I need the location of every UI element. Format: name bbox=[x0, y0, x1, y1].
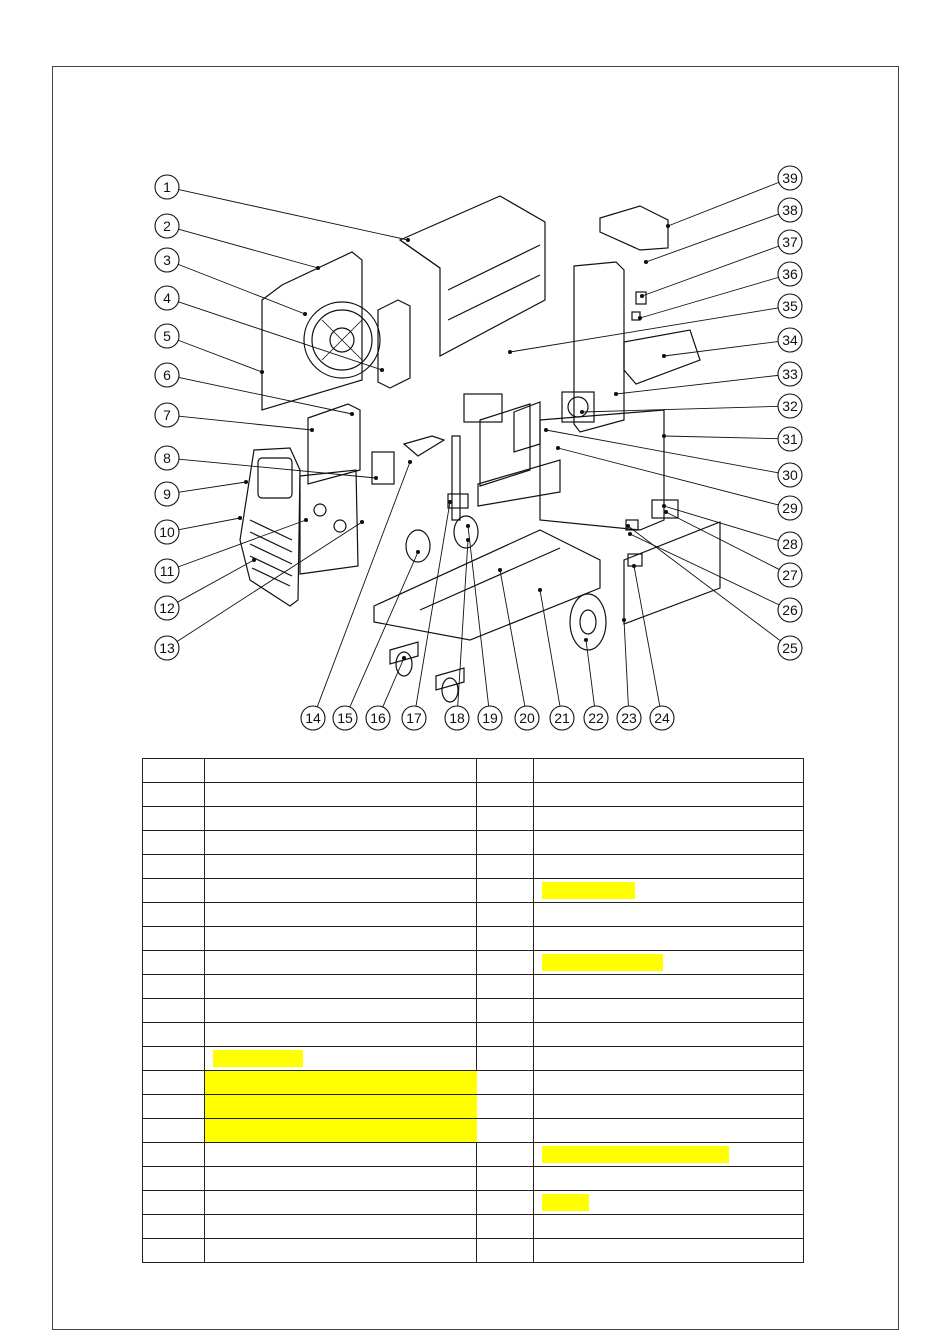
callout-20 bbox=[515, 706, 539, 730]
table-cell bbox=[205, 1167, 477, 1191]
table-cell bbox=[143, 927, 205, 951]
callout-number-9: 9 bbox=[163, 486, 171, 502]
highlight-mark bbox=[205, 1071, 477, 1094]
leader-tip-12 bbox=[252, 558, 255, 561]
table-cell bbox=[205, 975, 477, 999]
leader-tip-6 bbox=[350, 412, 353, 415]
callout-number-7: 7 bbox=[163, 407, 171, 423]
table-cell bbox=[534, 831, 804, 855]
leader-tip-11 bbox=[304, 518, 307, 521]
table-cell bbox=[477, 1215, 534, 1239]
table-cell bbox=[534, 903, 804, 927]
leader-line-29 bbox=[558, 448, 778, 505]
callout-number-22: 22 bbox=[588, 710, 604, 726]
table-cell bbox=[205, 759, 477, 783]
table-cell bbox=[143, 1071, 205, 1095]
leader-line-25 bbox=[628, 526, 780, 641]
table-cell bbox=[534, 1215, 804, 1239]
callout-13 bbox=[155, 636, 179, 660]
table-cell bbox=[143, 1191, 205, 1215]
callout-number-6: 6 bbox=[163, 367, 171, 383]
table-cell bbox=[477, 759, 534, 783]
highlight-mark bbox=[213, 1050, 303, 1067]
table-cell bbox=[205, 1215, 477, 1239]
leader-line-39 bbox=[668, 182, 779, 226]
callout-number-32: 32 bbox=[782, 398, 798, 414]
leader-line-9 bbox=[179, 482, 246, 492]
table-cell bbox=[205, 999, 477, 1023]
table-row bbox=[143, 1215, 804, 1239]
leader-tip-7 bbox=[310, 428, 313, 431]
callout-number-35: 35 bbox=[782, 298, 798, 314]
table-cell bbox=[143, 855, 205, 879]
leader-tip-24 bbox=[632, 564, 635, 567]
callout-7 bbox=[155, 403, 179, 427]
table-cell bbox=[534, 1191, 804, 1215]
callout-number-18: 18 bbox=[449, 710, 465, 726]
leader-line-24 bbox=[634, 566, 660, 706]
leader-tip-26 bbox=[628, 532, 631, 535]
highlight-mark bbox=[542, 882, 635, 899]
table-cell bbox=[534, 759, 804, 783]
leader-tip-33 bbox=[614, 392, 617, 395]
table-cell bbox=[477, 831, 534, 855]
leader-line-14 bbox=[317, 462, 410, 707]
table-cell bbox=[205, 903, 477, 927]
callout-number-13: 13 bbox=[159, 640, 175, 656]
table-cell bbox=[477, 927, 534, 951]
table-row bbox=[143, 1119, 804, 1143]
callout-29 bbox=[778, 496, 802, 520]
table-cell bbox=[477, 1143, 534, 1167]
table-cell bbox=[477, 951, 534, 975]
table-cell bbox=[477, 1119, 534, 1143]
leader-tip-1 bbox=[406, 238, 409, 241]
table-cell bbox=[534, 975, 804, 999]
callout-number-4: 4 bbox=[163, 290, 171, 306]
leader-line-1 bbox=[179, 190, 408, 240]
highlight-mark bbox=[205, 1095, 477, 1118]
leader-line-13 bbox=[177, 522, 362, 641]
leader-line-8 bbox=[179, 459, 376, 478]
callout-8 bbox=[155, 446, 179, 470]
table-cell bbox=[143, 1215, 205, 1239]
table-cell bbox=[534, 807, 804, 831]
callout-38 bbox=[778, 198, 802, 222]
table-row bbox=[143, 1047, 804, 1071]
callout-number-3: 3 bbox=[163, 252, 171, 268]
table-cell bbox=[143, 1143, 205, 1167]
callout-number-29: 29 bbox=[782, 500, 798, 516]
callout-number-16: 16 bbox=[370, 710, 386, 726]
callout-28 bbox=[778, 532, 802, 556]
leader-tip-20 bbox=[498, 568, 501, 571]
leader-line-34 bbox=[664, 342, 778, 356]
callout-25 bbox=[778, 636, 802, 660]
leader-tip-9 bbox=[244, 480, 247, 483]
callout-23 bbox=[617, 706, 641, 730]
table-cell bbox=[205, 951, 477, 975]
table-cell bbox=[205, 807, 477, 831]
leader-tip-14 bbox=[408, 460, 411, 463]
leader-tip-30 bbox=[544, 428, 547, 431]
callout-3 bbox=[155, 248, 179, 272]
leader-line-33 bbox=[616, 375, 778, 394]
callout-10 bbox=[155, 520, 179, 544]
leader-tip-3 bbox=[303, 312, 306, 315]
leader-line-5 bbox=[178, 340, 262, 372]
callout-18 bbox=[445, 706, 469, 730]
leader-line-32 bbox=[582, 406, 778, 412]
leader-line-15 bbox=[350, 552, 418, 707]
leader-line-3 bbox=[178, 264, 305, 314]
callout-number-24: 24 bbox=[654, 710, 670, 726]
leader-tip-21 bbox=[538, 588, 541, 591]
callout-12 bbox=[155, 596, 179, 620]
leader-tip-10 bbox=[238, 516, 241, 519]
callout-35 bbox=[778, 294, 802, 318]
callout-32 bbox=[778, 394, 802, 418]
callout-number-5: 5 bbox=[163, 328, 171, 344]
table-cell bbox=[205, 855, 477, 879]
leader-tip-29 bbox=[556, 446, 559, 449]
table-cell bbox=[143, 903, 205, 927]
callout-11 bbox=[155, 559, 179, 583]
callout-4 bbox=[155, 286, 179, 310]
table-cell bbox=[143, 831, 205, 855]
callout-39 bbox=[778, 166, 802, 190]
table-cell bbox=[534, 1239, 804, 1263]
callout-bubbles bbox=[155, 166, 802, 730]
leader-tip-28 bbox=[662, 504, 665, 507]
callout-number-2: 2 bbox=[163, 218, 171, 234]
leader-line-28 bbox=[664, 506, 779, 541]
highlight-mark bbox=[205, 1119, 477, 1142]
table-cell bbox=[143, 1047, 205, 1071]
callout-number-10: 10 bbox=[159, 524, 175, 540]
callout-14 bbox=[301, 706, 325, 730]
table-cell bbox=[143, 879, 205, 903]
table-row bbox=[143, 855, 804, 879]
table-cell bbox=[143, 1023, 205, 1047]
table-cell bbox=[534, 1143, 804, 1167]
leader-tip-32 bbox=[580, 410, 583, 413]
callout-number-30: 30 bbox=[782, 467, 798, 483]
table-cell bbox=[205, 831, 477, 855]
table-cell bbox=[477, 975, 534, 999]
table-cell bbox=[205, 1191, 477, 1215]
table-cell bbox=[534, 999, 804, 1023]
callout-number-1: 1 bbox=[163, 179, 171, 195]
leader-tip-38 bbox=[644, 260, 647, 263]
leader-tip-34 bbox=[662, 354, 665, 357]
callout-9 bbox=[155, 482, 179, 506]
callout-number-38: 38 bbox=[782, 202, 798, 218]
table-cell bbox=[143, 1239, 205, 1263]
callout-24 bbox=[650, 706, 674, 730]
table-row bbox=[143, 783, 804, 807]
leader-tip-5 bbox=[260, 370, 263, 373]
leader-line-20 bbox=[500, 570, 525, 706]
leader-tip-25 bbox=[626, 524, 629, 527]
table-cell bbox=[477, 1095, 534, 1119]
leader-line-17 bbox=[416, 502, 450, 706]
highlight-mark bbox=[542, 1146, 729, 1163]
callout-number-27: 27 bbox=[782, 567, 798, 583]
table-cell bbox=[534, 879, 804, 903]
callout-number-36: 36 bbox=[782, 266, 798, 282]
table-cell bbox=[477, 1071, 534, 1095]
callout-2 bbox=[155, 214, 179, 238]
table-cell bbox=[143, 999, 205, 1023]
table-row bbox=[143, 1191, 804, 1215]
table-cell bbox=[534, 1167, 804, 1191]
leader-tip-36 bbox=[638, 316, 641, 319]
table-row bbox=[143, 903, 804, 927]
table-cell bbox=[534, 783, 804, 807]
highlight-mark bbox=[542, 1194, 589, 1211]
callout-30 bbox=[778, 463, 802, 487]
leader-line-36 bbox=[640, 277, 778, 318]
callout-number-26: 26 bbox=[782, 602, 798, 618]
leader-line-12 bbox=[178, 560, 254, 602]
table-cell bbox=[143, 1167, 205, 1191]
table-cell bbox=[205, 1119, 477, 1143]
callout-number-31: 31 bbox=[782, 431, 798, 447]
callout-number-15: 15 bbox=[337, 710, 353, 726]
callout-number-39: 39 bbox=[782, 170, 798, 186]
leader-line-35 bbox=[510, 308, 778, 352]
table-cell bbox=[205, 1095, 477, 1119]
leader-tip-31 bbox=[662, 434, 665, 437]
leader-line-10 bbox=[179, 518, 240, 530]
leader-tip-17 bbox=[448, 500, 451, 503]
table-cell bbox=[534, 927, 804, 951]
callout-number-23: 23 bbox=[621, 710, 637, 726]
table-cell bbox=[205, 927, 477, 951]
leader-tip-22 bbox=[584, 638, 587, 641]
leader-line-23 bbox=[624, 620, 628, 706]
leader-tip-8 bbox=[374, 476, 377, 479]
callout-number-14: 14 bbox=[305, 710, 321, 726]
callout-26 bbox=[778, 598, 802, 622]
leader-tip-16 bbox=[402, 656, 405, 659]
leader-line-16 bbox=[383, 658, 404, 707]
leader-line-19 bbox=[468, 526, 489, 706]
callout-1 bbox=[155, 175, 179, 199]
callout-number-37: 37 bbox=[782, 234, 798, 250]
table-row bbox=[143, 951, 804, 975]
table-row bbox=[143, 975, 804, 999]
table-cell bbox=[143, 759, 205, 783]
callout-16 bbox=[366, 706, 390, 730]
callout-number-17: 17 bbox=[406, 710, 422, 726]
callout-number-11: 11 bbox=[159, 563, 175, 579]
table-cell bbox=[205, 1047, 477, 1071]
table-cell bbox=[477, 903, 534, 927]
callout-37 bbox=[778, 230, 802, 254]
table-cell bbox=[143, 807, 205, 831]
table-cell bbox=[534, 951, 804, 975]
callout-31 bbox=[778, 427, 802, 451]
table-cell bbox=[477, 1191, 534, 1215]
leader-tip-39 bbox=[666, 224, 669, 227]
table-cell bbox=[143, 783, 205, 807]
callout-number-34: 34 bbox=[782, 332, 798, 348]
table-cell bbox=[205, 1023, 477, 1047]
leader-tip-15 bbox=[416, 550, 419, 553]
table-row bbox=[143, 759, 804, 783]
callout-number-25: 25 bbox=[782, 640, 798, 656]
table-cell bbox=[534, 1047, 804, 1071]
callout-21 bbox=[550, 706, 574, 730]
callout-15 bbox=[333, 706, 357, 730]
table-cell bbox=[534, 1023, 804, 1047]
leader-tip-4 bbox=[380, 368, 383, 371]
table-row bbox=[143, 1095, 804, 1119]
table-row bbox=[143, 879, 804, 903]
parts-table bbox=[142, 758, 804, 1263]
table-cell bbox=[477, 1239, 534, 1263]
callout-19 bbox=[478, 706, 502, 730]
callout-6 bbox=[155, 363, 179, 387]
table-cell bbox=[477, 807, 534, 831]
callout-5 bbox=[155, 324, 179, 348]
callout-number-33: 33 bbox=[782, 366, 798, 382]
table-cell bbox=[534, 855, 804, 879]
leader-tip-35 bbox=[508, 350, 511, 353]
table-cell bbox=[143, 951, 205, 975]
table-row bbox=[143, 1239, 804, 1263]
callout-number-8: 8 bbox=[163, 450, 171, 466]
leader-tip-19 bbox=[466, 524, 469, 527]
callout-number-12: 12 bbox=[159, 600, 175, 616]
table-cell bbox=[143, 1119, 205, 1143]
callout-17 bbox=[402, 706, 426, 730]
highlight-mark bbox=[542, 954, 663, 971]
table-row bbox=[143, 807, 804, 831]
table-cell bbox=[143, 975, 205, 999]
table-cell bbox=[477, 1047, 534, 1071]
table-cell bbox=[205, 783, 477, 807]
table-cell bbox=[477, 783, 534, 807]
callout-number-19: 19 bbox=[482, 710, 498, 726]
leader-line-31 bbox=[664, 436, 778, 439]
table-cell bbox=[534, 1119, 804, 1143]
table-cell bbox=[477, 1023, 534, 1047]
table-cell bbox=[205, 1239, 477, 1263]
table-row bbox=[143, 1071, 804, 1095]
callout-34 bbox=[778, 328, 802, 352]
table-row bbox=[143, 1143, 804, 1167]
leader-tip-23 bbox=[622, 618, 625, 621]
table-row bbox=[143, 927, 804, 951]
table-cell bbox=[477, 999, 534, 1023]
table-cell bbox=[205, 1143, 477, 1167]
leader-line-38 bbox=[646, 214, 779, 262]
table-cell bbox=[477, 855, 534, 879]
table-cell bbox=[477, 1167, 534, 1191]
leader-lines bbox=[177, 182, 780, 707]
leader-tip-27 bbox=[664, 510, 667, 513]
table-row bbox=[143, 999, 804, 1023]
callout-27 bbox=[778, 563, 802, 587]
leader-line-37 bbox=[642, 246, 779, 296]
leader-line-27 bbox=[666, 512, 779, 570]
table-row bbox=[143, 831, 804, 855]
table-row bbox=[143, 1023, 804, 1047]
leader-tip-37 bbox=[640, 294, 643, 297]
table-cell bbox=[534, 1095, 804, 1119]
callout-33 bbox=[778, 362, 802, 386]
table-cell bbox=[205, 879, 477, 903]
callout-36 bbox=[778, 262, 802, 286]
leader-line-2 bbox=[179, 229, 318, 268]
leader-line-7 bbox=[179, 416, 312, 430]
table-row bbox=[143, 1167, 804, 1191]
table-cell bbox=[477, 879, 534, 903]
leader-tip-13 bbox=[360, 520, 363, 523]
callout-number-21: 21 bbox=[554, 710, 570, 726]
callout-22 bbox=[584, 706, 608, 730]
table-cell bbox=[143, 1095, 205, 1119]
table-cell bbox=[205, 1071, 477, 1095]
table-cell bbox=[534, 1071, 804, 1095]
callout-number-28: 28 bbox=[782, 536, 798, 552]
leader-tip-2 bbox=[316, 266, 319, 269]
callout-number-20: 20 bbox=[519, 710, 535, 726]
